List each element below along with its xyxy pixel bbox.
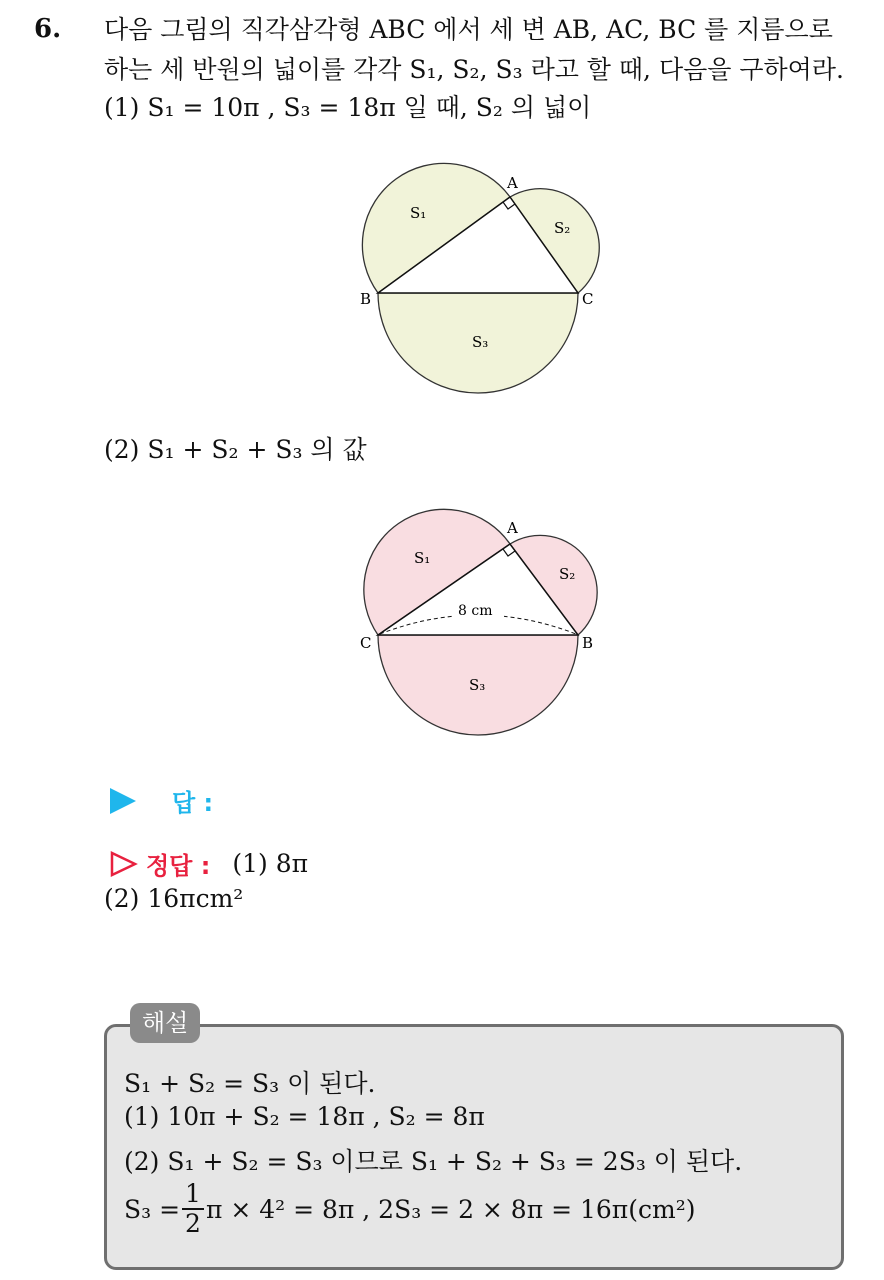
figure1-label-s2: S₂	[554, 219, 571, 237]
solution-line2: (1) 10π + S₂ = 18π , S₂ = 8π	[124, 1102, 485, 1131]
figure2-label-a: A	[507, 519, 518, 537]
solution-line3: (2) S₁ + S₂ = S₃ 이므로 S₁ + S₂ + S₃ = 2S₃ 이 된다.	[124, 1147, 743, 1176]
question-number: 6.	[34, 14, 62, 44]
answer-row	[110, 783, 213, 818]
key-arrow-icon	[110, 851, 138, 877]
key-answer-value1: (1) 8π	[232, 849, 309, 878]
figure2-label-c: C	[360, 634, 372, 652]
figure2-label-b: B	[582, 634, 594, 652]
figure1-label-s3: S₃	[472, 333, 489, 351]
key-answer-label: 정답 :	[146, 852, 211, 880]
figure1-label-c: C	[582, 290, 594, 308]
question-text-line2: 하는 세 반원의 넓이를 각각 S₁, S₂, S₃ 라고 할 때, 다음을 구하여라.	[104, 55, 844, 84]
figure2-length-label: 8 cm	[458, 603, 493, 619]
solution-fraction	[182, 1180, 204, 1238]
question-text-line1: 다음 그림의 직각삼각형 ABC 에서 세 변 AB, AC, BC 를 지름으로	[104, 15, 833, 44]
solution-line4-rhs: π × 4² = 8π , 2S₃ = 2 × 8π = 16π(cm²)	[205, 1194, 696, 1224]
figure2-label-s1: S₁	[414, 549, 431, 567]
solution-fraction-numerator: 1	[182, 1180, 204, 1210]
answer-arrow-icon	[110, 788, 136, 814]
answer-label: 답 :	[172, 789, 214, 817]
figure1-diagram	[350, 160, 620, 400]
figure1-label-b: B	[360, 290, 372, 308]
key-answer-value2: (2) 16πcm²	[104, 884, 244, 913]
solution-line4	[124, 1180, 695, 1238]
key-answer-row	[110, 846, 308, 881]
solution-line1: S₁ + S₂ = S₃ 이 된다.	[124, 1069, 376, 1098]
solution-line4-lhs: S₃ =	[124, 1194, 181, 1224]
figure1-label-a: A	[507, 174, 518, 192]
figure2-label-s2: S₂	[559, 565, 576, 583]
solution-fraction-denominator: 2	[185, 1209, 201, 1238]
figure2-label-s3: S₃	[469, 676, 486, 694]
figure1-label-s1: S₁	[410, 204, 427, 222]
figure2-diagram	[350, 508, 620, 758]
question-part2: (2) S₁ + S₂ + S₃ 의 값	[104, 435, 367, 464]
solution-tag: 해설	[130, 1003, 200, 1043]
question-part1: (1) S₁ = 10π , S₃ = 18π 일 때, S₂ 의 넓이	[104, 93, 592, 122]
